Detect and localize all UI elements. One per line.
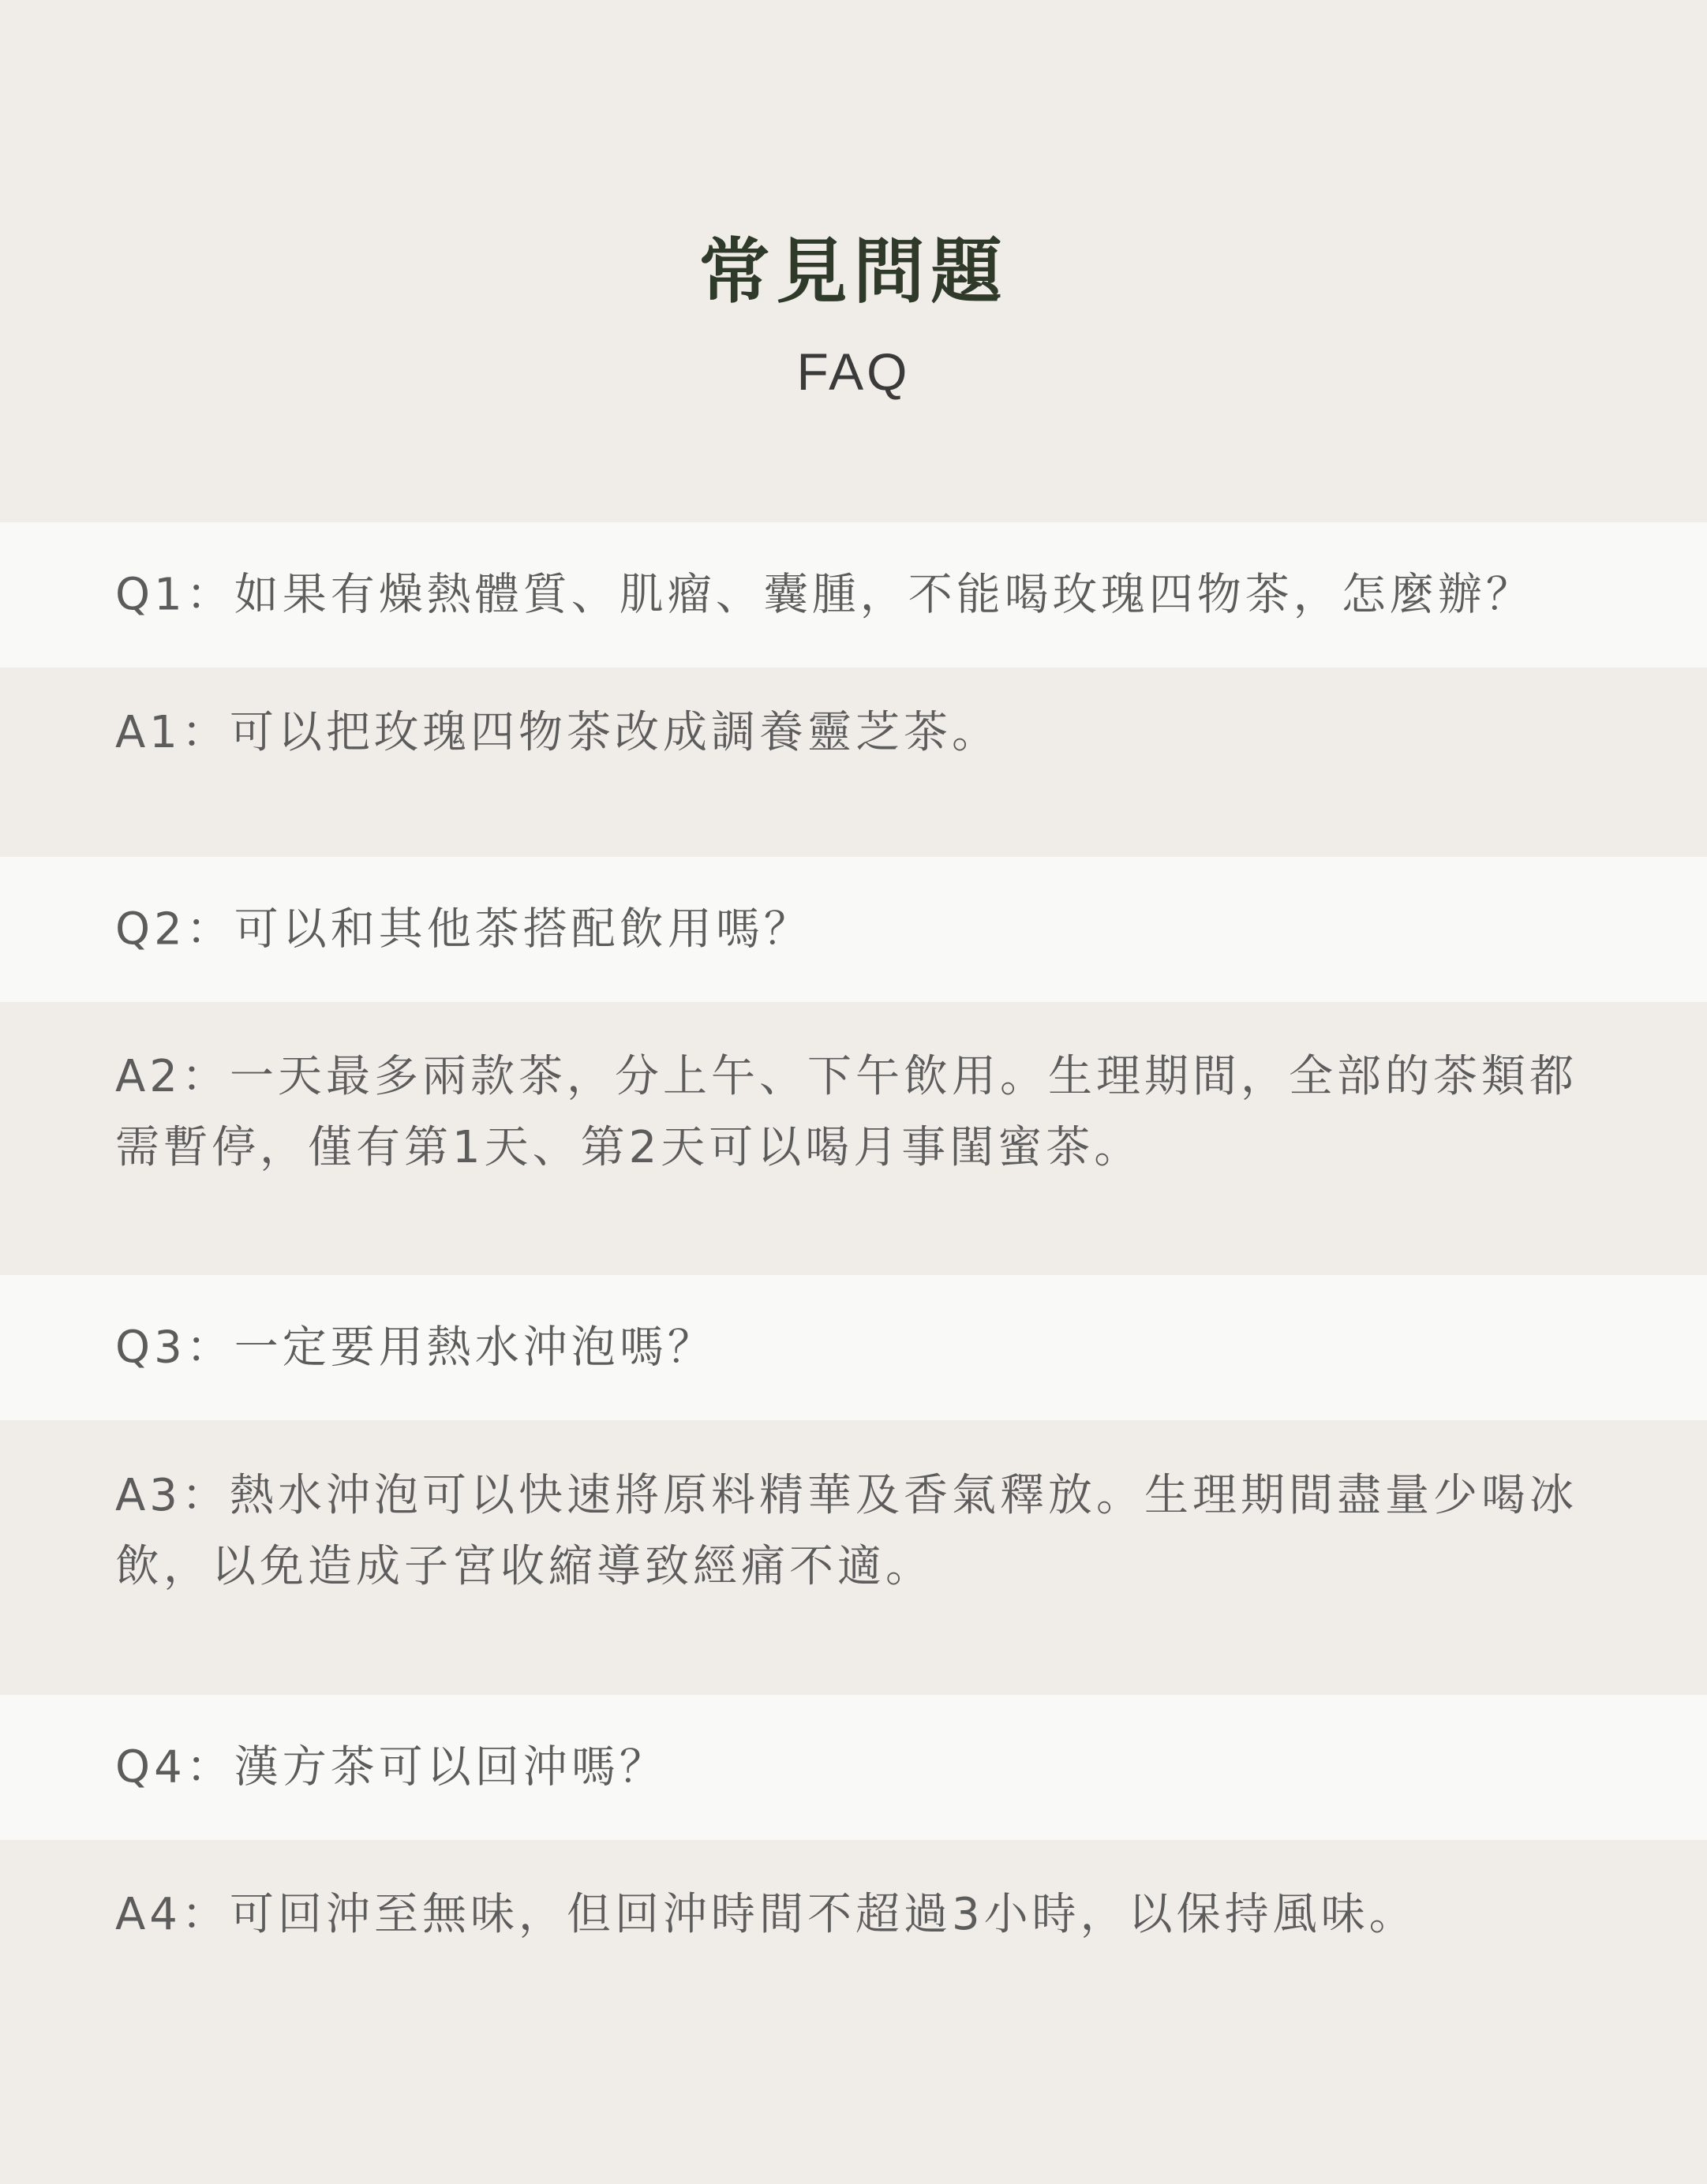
faq-question-row-3 bbox=[0, 1275, 1707, 1420]
faq-question-4: Q4：漢方茶可以回沖嗎？ bbox=[115, 1741, 668, 1793]
faq-question-2: Q2：可以和其他茶搭配飲用嗎？ bbox=[115, 903, 812, 956]
faq-answer-4: A4：可回沖至無味，但回沖時間不超過3小時，以保持風味。 bbox=[115, 1889, 1417, 1940]
faq-question-3: Q3：一定要用熱水沖泡嗎？ bbox=[115, 1322, 716, 1374]
faq-answer-1: A1：可以把玫瑰四物茶改成調養靈芝茶。 bbox=[115, 707, 1000, 758]
faq-header bbox=[0, 230, 1707, 401]
page-title: 常見問題 bbox=[698, 230, 1009, 313]
faq-answer-2: A2：一天最多兩款茶，分上午、下午飲用。生理期間，全部的茶類都需暫停，僅有第1天、第2天可以喝月事閨蜜茶。 bbox=[115, 1051, 1578, 1173]
faq-question-row-2 bbox=[0, 857, 1707, 1002]
faq-question-1: Q1：如果有燥熱體質、肌瘤、囊腫，不能喝玫瑰四物茶，怎麼辦？ bbox=[115, 569, 1534, 621]
faq-answer-3: A3：熱水沖泡可以快速將原料精華及香氣釋放。生理期間盡量少喝冰飲，以免造成子宮收縮導致經痛不適。 bbox=[115, 1470, 1578, 1592]
faq-question-row-1 bbox=[0, 522, 1707, 668]
page-subtitle: FAQ bbox=[796, 342, 911, 401]
faq-question-row-4 bbox=[0, 1695, 1707, 1840]
